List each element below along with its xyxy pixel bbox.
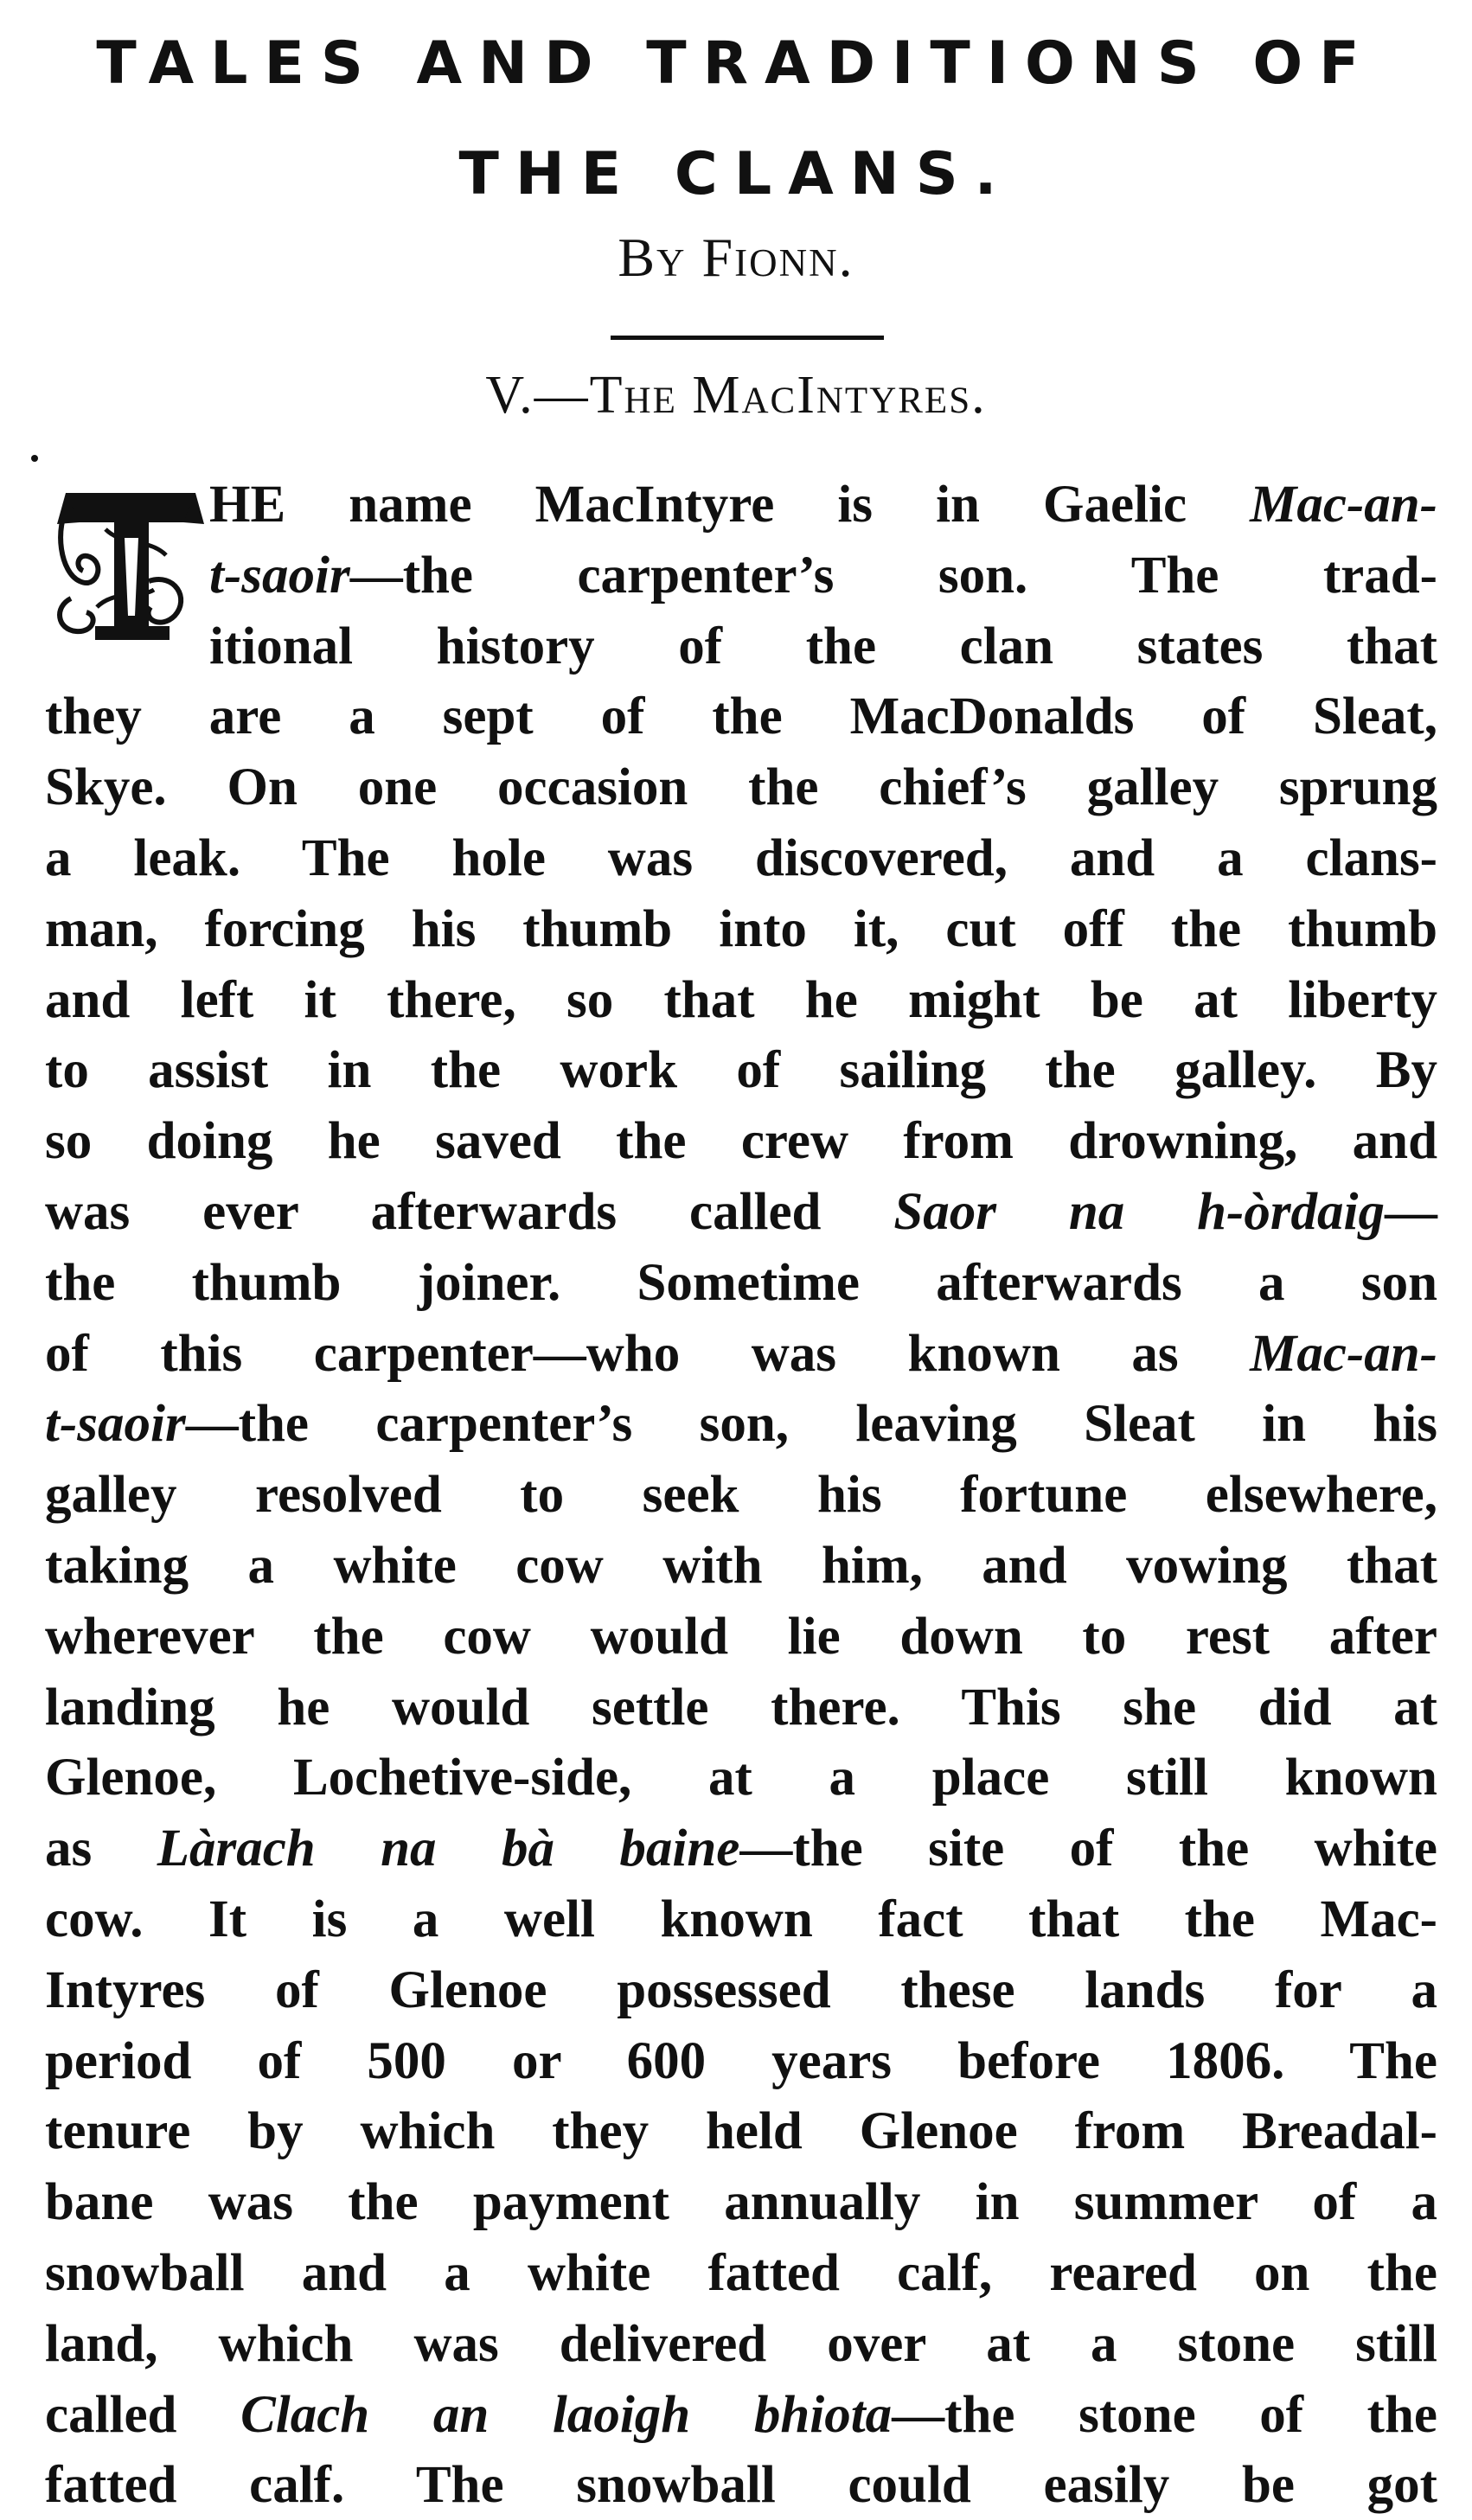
text-line [45, 755, 1437, 821]
text-line [45, 1958, 1437, 2024]
italic-term: Saor na h-òrdaig [893, 1183, 1386, 1241]
text-run: — [1385, 1183, 1438, 1241]
text-line [209, 472, 1437, 538]
text-run: the thumb joiner. Sometime afterwards a son [45, 1254, 1437, 1312]
text-run: Intyres of Glenoe possessed these lands for a [45, 1961, 1437, 2019]
italic-term: Mac-an- [1250, 476, 1437, 534]
separator-rule [611, 336, 884, 340]
text-line [45, 968, 1437, 1033]
title-line-2: THE CLANS. [458, 140, 1014, 208]
text-line [45, 1887, 1437, 1953]
text-line [45, 2241, 1437, 2306]
italic-term: Làrach na bà baine [157, 1820, 740, 1877]
text-run: they are a sept of the MacDonalds of Sleat, [45, 688, 1437, 745]
text-run: landing he would settle there. This she did at [45, 1679, 1437, 1736]
text-line [45, 1109, 1437, 1174]
drop-cap-flourish-icon [45, 477, 209, 650]
text-line [45, 1462, 1437, 1528]
text-line [45, 1604, 1437, 1670]
text-run: tenure by which they held Glenoe from Breadal- [45, 2102, 1437, 2160]
text-run: taking a white cow with him, and vowing that [45, 1537, 1437, 1595]
text-line [45, 2382, 1437, 2448]
text-run: Skye. On one occasion the chief’s galley sprung [45, 758, 1437, 816]
italic-term: t-saoir [209, 547, 350, 604]
text-line [45, 1038, 1437, 1103]
text-line [45, 1391, 1437, 1457]
ink-speck [31, 455, 38, 462]
text-line [45, 2029, 1437, 2095]
text-line [45, 2099, 1437, 2165]
text-run: was ever afterwards called [45, 1183, 894, 1241]
text-run: snowball and a white fatted calf, reared on the [45, 2244, 1437, 2302]
text-run: cow. It is a well known fact that the Mac- [45, 1890, 1437, 1948]
text-line [45, 1250, 1437, 1316]
text-line [45, 1816, 1437, 1882]
text-run: wherever the cow would lie down to rest after [45, 1608, 1437, 1666]
text-line [45, 2170, 1437, 2235]
text-line [45, 826, 1437, 892]
text-run: HE name MacIntyre is in Gaelic [209, 476, 1251, 534]
text-run: man, forcing his thumb into it, cut off the thumb [45, 900, 1437, 958]
text-line [45, 1533, 1437, 1599]
text-run: to assist in the work of sailing the galley. By [45, 1041, 1437, 1099]
text-run: of this carpenter—who was known as [45, 1325, 1251, 1383]
text-line [209, 543, 1437, 609]
text-run: —the carpenter’s son. The trad- [349, 547, 1437, 604]
text-line [45, 1675, 1437, 1741]
text-run: fatted calf. The snowball could easily be got [45, 2456, 1437, 2514]
section-heading: V.—The MacIntyres. [485, 366, 987, 425]
text-line [45, 1180, 1437, 1245]
text-run: —the carpenter’s son, leaving Sleat in his [185, 1395, 1437, 1453]
italic-term: Clach an laoigh bhiota [240, 2386, 893, 2444]
text-line [209, 614, 1437, 680]
text-line [45, 1745, 1437, 1811]
text-run: galley resolved to seek his fortune elsewhere, [45, 1466, 1437, 1524]
text-run: Glenoe, Lochetive-side, at a place still known [45, 1749, 1437, 1807]
text-run: and left it there, so that he might be at liberty [45, 971, 1437, 1029]
text-run: bane was the payment annually in summer of a [45, 2173, 1437, 2231]
text-line [45, 897, 1437, 963]
byline: By Fionn. [618, 227, 854, 288]
text-run: a leak. The hole was discovered, and a clans- [45, 829, 1437, 887]
italic-term: t-saoir [45, 1395, 186, 1453]
text-run: —the site of the white [739, 1820, 1437, 1877]
text-run: called [45, 2386, 241, 2444]
title-line-1: TALES AND TRADITIONS OF [96, 29, 1376, 98]
text-run: itional history of the clan states that [209, 617, 1437, 675]
text-run: period of 500 or 600 years before 1806. The [45, 2032, 1437, 2090]
text-line [45, 2312, 1437, 2377]
text-line [45, 684, 1437, 750]
text-run: as [45, 1820, 157, 1877]
text-line [45, 1321, 1437, 1387]
text-run: —the stone of the [892, 2386, 1437, 2444]
text-run: so doing he saved the crew from drowning, and [45, 1112, 1437, 1170]
italic-term: Mac-an- [1250, 1325, 1437, 1383]
text-line [45, 2453, 1437, 2518]
drop-cap-ornament [45, 477, 209, 650]
text-run: land, which was delivered over at a stone still [45, 2315, 1437, 2373]
